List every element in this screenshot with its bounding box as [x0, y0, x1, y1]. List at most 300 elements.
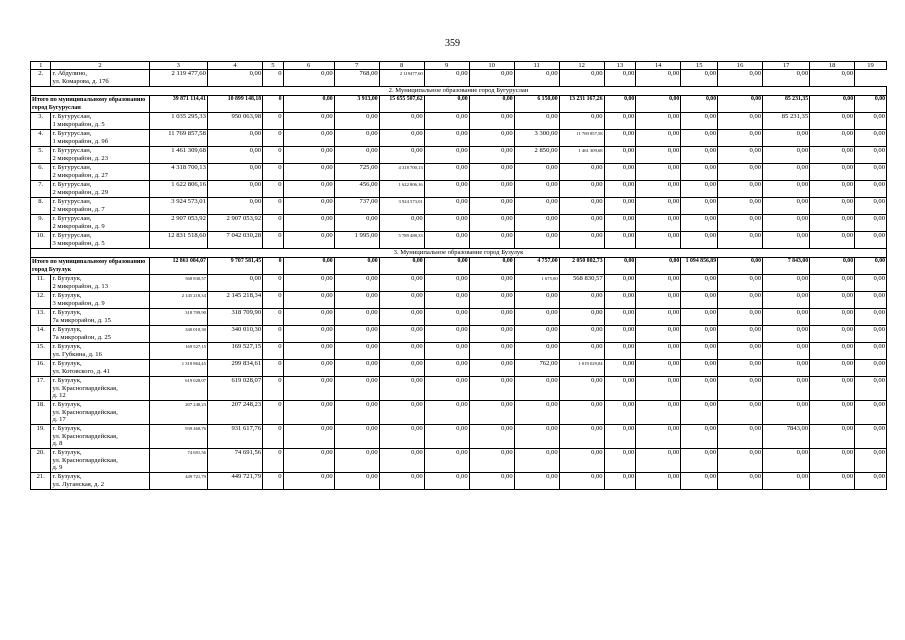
address-line: г. Бугуруслан,	[52, 232, 92, 240]
section-header-row	[31, 87, 887, 96]
value-cell: 0,00	[855, 147, 887, 164]
value-cell: 0,00	[604, 130, 636, 147]
value-cell: 1 019 029,84	[559, 360, 604, 377]
row-number: 2.	[31, 70, 51, 87]
value-cell: 0,00	[681, 292, 718, 309]
address-line: ул. Губкина, д. 16	[52, 350, 102, 358]
value-cell: 13 231 167,26	[559, 96, 604, 113]
value-cell: 74 691,56	[207, 449, 262, 473]
value-cell: 340 010,30	[149, 326, 207, 343]
value-cell: 0,00	[810, 449, 855, 473]
value-cell: 0,00	[424, 164, 469, 181]
row-number: 8.	[31, 198, 51, 215]
value-cell: 0,00	[636, 292, 681, 309]
row-number: 19.	[31, 425, 51, 449]
value-cell: 6 150,00	[514, 96, 559, 113]
value-cell: 10 899 148,18	[207, 96, 262, 113]
value-cell: 0,00	[636, 232, 681, 249]
value-cell: 0,00	[718, 96, 763, 113]
total-row	[31, 258, 887, 275]
value-cell: 0,00	[718, 343, 763, 360]
address-line: д. 9	[52, 464, 63, 472]
value-cell: 0,00	[379, 343, 424, 360]
column-number-header: 11	[514, 62, 559, 70]
value-cell: 318 709,90	[207, 309, 262, 326]
value-cell: 0,00	[334, 147, 379, 164]
value-cell: 568 830,57	[559, 275, 604, 292]
value-cell: 0,00	[763, 326, 810, 343]
value-cell: 0,00	[636, 198, 681, 215]
value-cell: 0,00	[810, 164, 855, 181]
value-cell: 0,00	[763, 292, 810, 309]
value-cell: 0,00	[334, 275, 379, 292]
value-cell: 0,00	[469, 113, 514, 130]
row-number: 10.	[31, 232, 51, 249]
address-line: г. Бузулук,	[52, 377, 82, 385]
address-line: д. 8	[52, 440, 63, 448]
address-cell	[51, 164, 149, 181]
value-cell: 0,00	[810, 473, 855, 490]
value-cell: 0,00	[763, 309, 810, 326]
value-cell: 0,00	[283, 449, 334, 473]
value-cell: 0,00	[718, 326, 763, 343]
address-line: г. Бузулук,	[52, 449, 82, 457]
table-row	[31, 181, 887, 198]
column-number-header: 10	[469, 62, 514, 70]
value-cell: 0,00	[855, 198, 887, 215]
address-line: ул. Луганская, д. 2	[52, 480, 105, 488]
value-cell: 0,00	[424, 232, 469, 249]
value-cell: 0,00	[207, 70, 262, 87]
value-cell: 0,00	[469, 96, 514, 113]
value-cell: 0,00	[514, 309, 559, 326]
section-title: 3. Муниципальное образование город Бузулук	[31, 249, 887, 258]
address-cell	[51, 360, 149, 377]
value-cell: 725,00	[334, 164, 379, 181]
address-line: 2 микрорайон, д. 23	[52, 154, 109, 162]
address-line: 7а микрорайон, д. 15	[52, 316, 111, 324]
address-line: ул. Красногвардейская,	[52, 384, 118, 392]
value-cell: 3 913,00	[334, 96, 379, 113]
value-cell: 0,00	[681, 473, 718, 490]
row-number: 18.	[31, 401, 51, 425]
value-cell: 11 769 857,58	[149, 130, 207, 147]
value-cell: 0,00	[763, 164, 810, 181]
address-line: 2 микрорайон, д. 29	[52, 188, 109, 196]
value-cell: 0,00	[283, 326, 334, 343]
value-cell: 0	[263, 147, 283, 164]
value-cell: 0	[263, 130, 283, 147]
row-number: 15.	[31, 343, 51, 360]
value-cell: 0,00	[469, 343, 514, 360]
value-cell: 0,00	[283, 377, 334, 401]
value-cell: 1 318 864,45	[149, 360, 207, 377]
address-cell	[51, 377, 149, 401]
value-cell: 0,00	[604, 449, 636, 473]
value-cell: 0,00	[636, 425, 681, 449]
value-cell: 0,00	[559, 401, 604, 425]
column-number-header: 6	[283, 62, 334, 70]
value-cell: 0,00	[810, 70, 855, 87]
table-row	[31, 377, 887, 401]
value-cell: 0,00	[334, 130, 379, 147]
value-cell: 0,00	[514, 181, 559, 198]
value-cell: 0,00	[334, 292, 379, 309]
value-cell: 0,00	[763, 275, 810, 292]
value-cell: 0,00	[810, 96, 855, 113]
value-cell: 0,00	[283, 258, 334, 275]
value-cell: 0	[263, 215, 283, 232]
value-cell: 0,00	[424, 96, 469, 113]
value-cell: 0,00	[379, 360, 424, 377]
value-cell: 0,00	[424, 181, 469, 198]
address-line: г. Бугуруслан,	[52, 130, 92, 138]
value-cell: 0,00	[283, 96, 334, 113]
value-cell: 3 924 573,01	[149, 198, 207, 215]
value-cell: 0	[263, 258, 283, 275]
address-line: 2 микрорайон, д. 27	[52, 171, 109, 179]
value-cell: 0,00	[718, 377, 763, 401]
value-cell: 2 850,00	[514, 147, 559, 164]
value-cell: 0,00	[636, 215, 681, 232]
value-cell: 0,00	[810, 309, 855, 326]
value-cell: 0,00	[763, 198, 810, 215]
row-number: 3.	[31, 113, 51, 130]
value-cell: 762,00	[514, 360, 559, 377]
value-cell: 340 010,30	[207, 326, 262, 343]
address-line: г. Бугуруслан,	[52, 113, 92, 121]
value-cell: 0	[263, 309, 283, 326]
address-cell	[51, 326, 149, 343]
value-cell: 0,00	[604, 326, 636, 343]
column-number-header: 15	[681, 62, 718, 70]
value-cell: 456,00	[334, 181, 379, 198]
value-cell: 0,00	[469, 258, 514, 275]
table-row	[31, 360, 887, 377]
value-cell: 0,00	[283, 70, 334, 87]
value-cell: 0,00	[681, 343, 718, 360]
value-cell: 0,00	[718, 164, 763, 181]
value-cell: 0,00	[604, 198, 636, 215]
value-cell: 0,00	[855, 96, 887, 113]
value-cell: 0,00	[283, 130, 334, 147]
value-cell: 931 617,76	[207, 425, 262, 449]
value-cell: 0,00	[424, 326, 469, 343]
value-cell: 0,00	[855, 425, 887, 449]
value-cell: 0,00	[379, 130, 424, 147]
value-cell: 0,00	[718, 181, 763, 198]
table-row	[31, 215, 887, 232]
value-cell: 15 655 507,62	[379, 96, 424, 113]
value-cell: 0,00	[604, 164, 636, 181]
value-cell: 0,00	[855, 360, 887, 377]
value-cell: 0,00	[718, 258, 763, 275]
column-number-row	[31, 62, 887, 70]
value-cell: 0,00	[559, 70, 604, 87]
value-cell: 0,00	[810, 147, 855, 164]
value-cell: 0,00	[424, 198, 469, 215]
address-cell	[51, 292, 149, 309]
value-cell: 0,00	[636, 275, 681, 292]
table-row	[31, 473, 887, 490]
value-cell: 0,00	[718, 130, 763, 147]
row-number: 11.	[31, 275, 51, 292]
section-header-row	[31, 249, 887, 258]
value-cell: 0,00	[855, 343, 887, 360]
address-line: г. Абдулино,	[52, 70, 87, 78]
value-cell: 0,00	[514, 343, 559, 360]
column-number-header: 8	[379, 62, 424, 70]
value-cell: 169 527,15	[207, 343, 262, 360]
value-cell: 0,00	[855, 449, 887, 473]
value-cell: 9 707 581,45	[207, 258, 262, 275]
value-cell: 449 721,79	[207, 473, 262, 490]
column-number-header: 12	[559, 62, 604, 70]
value-cell: 0,00	[469, 377, 514, 401]
value-cell: 0,00	[469, 164, 514, 181]
value-cell: 0,00	[559, 215, 604, 232]
row-number: 13.	[31, 309, 51, 326]
value-cell: 0,00	[559, 343, 604, 360]
value-cell: 169 527,15	[149, 343, 207, 360]
value-cell: 0,00	[604, 232, 636, 249]
value-cell: 0,00	[424, 292, 469, 309]
value-cell: 0,00	[636, 401, 681, 425]
column-number-header: 14	[636, 62, 681, 70]
value-cell: 0,00	[681, 326, 718, 343]
value-cell: 0,00	[636, 309, 681, 326]
value-cell: 0,00	[283, 360, 334, 377]
value-cell: 0,00	[207, 198, 262, 215]
value-cell: 0,00	[604, 309, 636, 326]
address-line: 2 микрорайон, д. 13	[52, 282, 109, 290]
address-cell	[51, 343, 149, 360]
value-cell: 0,00	[379, 425, 424, 449]
value-cell: 12 861 084,07	[149, 258, 207, 275]
value-cell: 0	[263, 70, 283, 87]
value-cell: 0,00	[334, 258, 379, 275]
value-cell: 0,00	[763, 215, 810, 232]
row-number: 4.	[31, 130, 51, 147]
table-row	[31, 449, 887, 473]
value-cell: 0,00	[810, 425, 855, 449]
column-number-header: 18	[810, 62, 855, 70]
value-cell: 0,00	[604, 343, 636, 360]
value-cell: 1 675,00	[514, 275, 559, 292]
value-cell: 0,00	[763, 147, 810, 164]
value-cell: 0,00	[763, 130, 810, 147]
value-cell: 737,00	[334, 198, 379, 215]
value-cell: 0,00	[424, 309, 469, 326]
value-cell: 0,00	[604, 401, 636, 425]
value-cell: 0,00	[469, 215, 514, 232]
row-number: 5.	[31, 147, 51, 164]
value-cell: 0,00	[681, 164, 718, 181]
value-cell: 0,00	[514, 232, 559, 249]
value-cell: 0	[263, 275, 283, 292]
row-number: 21.	[31, 473, 51, 490]
address-line: 2 микрорайон, д. 7	[52, 205, 105, 213]
value-cell: 0,00	[283, 164, 334, 181]
address-cell	[51, 113, 149, 130]
address-cell	[51, 309, 149, 326]
table-row	[31, 70, 887, 87]
address-line: ул. Красногвардейская,	[52, 408, 118, 416]
value-cell: 0,00	[681, 147, 718, 164]
address-line: г. Бузулук,	[52, 473, 82, 481]
table-row	[31, 425, 887, 449]
value-cell: 0	[263, 164, 283, 181]
value-cell: 0,00	[424, 215, 469, 232]
value-cell: 768,00	[334, 70, 379, 87]
value-cell: 2 119 477,60	[149, 70, 207, 87]
value-cell: 0,00	[424, 70, 469, 87]
column-number-header: 19	[855, 62, 887, 70]
value-cell: 0,00	[855, 164, 887, 181]
column-number-header: 7	[334, 62, 379, 70]
address-cell	[51, 147, 149, 164]
value-cell: 0,00	[855, 258, 887, 275]
value-cell: 0,00	[636, 70, 681, 87]
address-cell	[51, 473, 149, 490]
value-cell: 0,00	[424, 147, 469, 164]
value-cell: 0,00	[636, 164, 681, 181]
value-cell: 0,00	[469, 425, 514, 449]
value-cell: 0,00	[207, 164, 262, 181]
value-cell: 0,00	[379, 473, 424, 490]
value-cell: 0,00	[559, 326, 604, 343]
address-cell	[51, 215, 149, 232]
value-cell: 0,00	[681, 309, 718, 326]
value-cell: 0,00	[681, 449, 718, 473]
column-number-header: 17	[763, 62, 810, 70]
value-cell: 0,00	[514, 198, 559, 215]
value-cell: 0,00	[718, 401, 763, 425]
value-cell: 0,00	[718, 215, 763, 232]
address-line: г. Бузулук,	[52, 309, 82, 317]
value-cell: 0,00	[469, 232, 514, 249]
value-cell: 0,00	[469, 309, 514, 326]
value-cell: 0	[263, 181, 283, 198]
row-number: 7.	[31, 181, 51, 198]
address-line: г. Бузулук,	[52, 425, 82, 433]
value-cell: 0,00	[334, 326, 379, 343]
value-cell: 85 231,35	[763, 96, 810, 113]
value-cell: 0,00	[636, 343, 681, 360]
value-cell: 0,00	[763, 377, 810, 401]
value-cell: 0	[263, 113, 283, 130]
address-line: 2 микрорайон, д. 9	[52, 222, 105, 230]
address-line: г. Бузулук,	[52, 343, 82, 351]
address-cell	[51, 425, 149, 449]
address-cell	[51, 449, 149, 473]
value-cell: 0,00	[636, 377, 681, 401]
value-cell: 0,00	[718, 198, 763, 215]
value-cell: 0,00	[681, 181, 718, 198]
address-line: ул. Красногвардейская,	[52, 432, 118, 440]
value-cell: 0,00	[514, 449, 559, 473]
value-cell: 0,00	[681, 425, 718, 449]
value-cell: 0,00	[283, 232, 334, 249]
value-cell: 0,00	[424, 425, 469, 449]
value-cell: 0,00	[469, 449, 514, 473]
value-cell: 0	[263, 326, 283, 343]
total-label: Итого по муниципальному образованию город Бузулук	[31, 258, 150, 275]
address-line: г. Бугуруслан,	[52, 147, 92, 155]
value-cell: 0,00	[469, 275, 514, 292]
value-cell: 0,00	[855, 292, 887, 309]
value-cell: 0,00	[855, 377, 887, 401]
value-cell: 0,00	[636, 449, 681, 473]
address-cell	[51, 181, 149, 198]
table-row	[31, 275, 887, 292]
value-cell: 0,00	[514, 401, 559, 425]
section-title: 2. Муниципальное образование город Бугуруслан	[31, 87, 887, 96]
value-cell: 2 907 053,92	[149, 215, 207, 232]
value-cell: 0,00	[514, 292, 559, 309]
value-cell: 0	[263, 377, 283, 401]
value-cell: 0,00	[855, 275, 887, 292]
value-cell: 0,00	[283, 147, 334, 164]
value-cell: 0,00	[334, 343, 379, 360]
value-cell: 0,00	[855, 215, 887, 232]
address-cell	[51, 198, 149, 215]
value-cell: 0,00	[424, 130, 469, 147]
value-cell: 0	[263, 449, 283, 473]
value-cell: 0,00	[514, 326, 559, 343]
column-number-header: 3	[149, 62, 207, 70]
table-row	[31, 130, 887, 147]
value-cell: 0,00	[810, 360, 855, 377]
value-cell: 0,00	[207, 181, 262, 198]
value-cell: 0,00	[424, 343, 469, 360]
value-cell: 0,00	[604, 473, 636, 490]
value-cell: 0,00	[718, 113, 763, 130]
value-cell: 0,00	[334, 113, 379, 130]
address-line: г. Бугуруслан,	[52, 215, 92, 223]
column-number-header: 1	[31, 62, 51, 70]
value-cell: 0,00	[514, 215, 559, 232]
value-cell: 0,00	[424, 113, 469, 130]
value-cell: 0,00	[763, 181, 810, 198]
value-cell: 0,00	[207, 130, 262, 147]
value-cell: 0,00	[283, 275, 334, 292]
value-cell: 11 769 857,58	[559, 130, 604, 147]
value-cell: 0,00	[424, 401, 469, 425]
table-body	[31, 62, 887, 490]
value-cell: 0,00	[763, 449, 810, 473]
total-row	[31, 96, 887, 113]
value-cell: 0,00	[469, 70, 514, 87]
value-cell: 0,00	[810, 275, 855, 292]
address-line: г. Бугуруслан,	[52, 181, 92, 189]
value-cell: 0,00	[559, 292, 604, 309]
value-cell: 0,00	[636, 147, 681, 164]
value-cell: 0,00	[810, 198, 855, 215]
value-cell: 0,00	[207, 275, 262, 292]
value-cell: 0,00	[207, 147, 262, 164]
value-cell: 0,00	[810, 343, 855, 360]
value-cell: 0,00	[604, 181, 636, 198]
value-cell: 0	[263, 360, 283, 377]
value-cell: 0,00	[604, 113, 636, 130]
value-cell: 0,00	[855, 181, 887, 198]
value-cell: 0,00	[855, 309, 887, 326]
value-cell: 0,00	[810, 292, 855, 309]
value-cell: 1 995,00	[334, 232, 379, 249]
column-number-header: 5	[263, 62, 283, 70]
value-cell: 4 318 700,13	[149, 164, 207, 181]
